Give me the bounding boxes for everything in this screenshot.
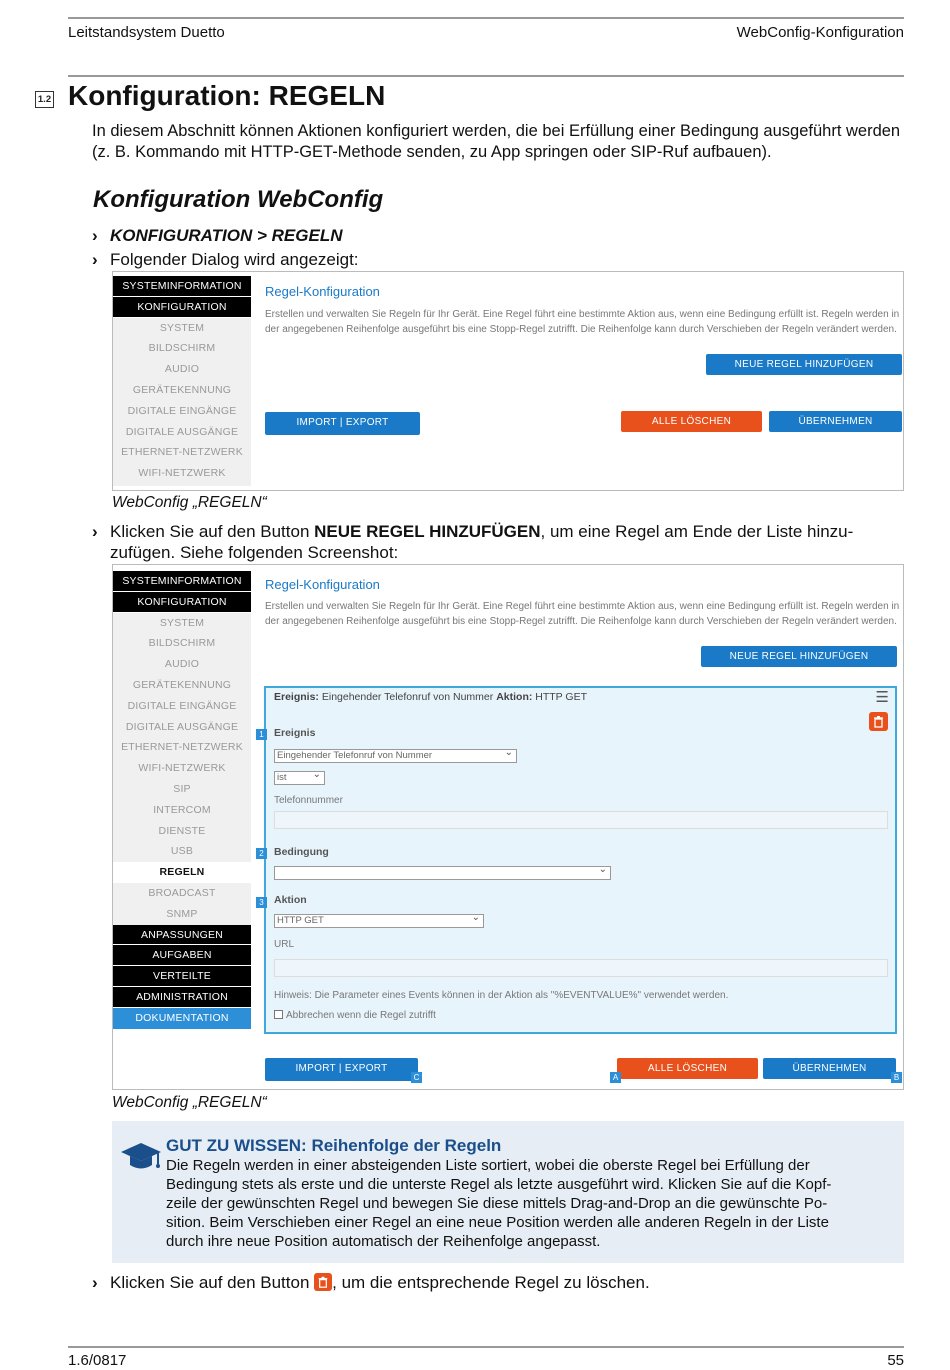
callout-3: 3 — [256, 897, 267, 908]
step-delete-suffix: , um die entsprechende Regel zu löschen. — [332, 1273, 650, 1292]
abort-checkbox[interactable] — [274, 1010, 283, 1019]
sidebar-item-system[interactable]: SYSTEM — [159, 616, 205, 629]
sidebar-nav — [113, 571, 251, 1029]
drag-handle-icon[interactable]: ☰ — [875, 689, 889, 706]
sidebar-item-system[interactable]: SYSTEM — [159, 321, 205, 334]
callout-c: C — [411, 1072, 422, 1083]
step-add-prefix: Klicken Sie auf den Button — [110, 522, 315, 541]
callout-a: A — [610, 1072, 621, 1083]
footer-left: 1.6/0817 — [68, 1352, 127, 1369]
step-add-button-name: NEUE REGEL HINZUFÜGEN — [314, 522, 541, 541]
sidebar-item-konfiguration[interactable]: KONFIGURATION — [113, 592, 251, 613]
import-export-button[interactable]: IMPORT | EXPORT — [265, 412, 420, 435]
info-line: Bedingung stets als erste und die unterste Regel als letzte ausgeführt wird. Klicken Sie auf die Kopf- — [166, 1176, 832, 1193]
sidebar-item-regeln[interactable]: REGELN — [113, 862, 251, 883]
sidebar-item-digitale-ausgänge[interactable]: DIGITALE AUSGÄNGE — [125, 720, 239, 733]
phone-number-label: Telefonnummer — [274, 795, 343, 806]
sidebar-item-aufgaben[interactable]: AUFGABEN — [113, 945, 251, 966]
rule-header-action-label: Aktion: — [496, 691, 533, 703]
sidebar-item-dokumentation[interactable]: DOKUMENTATION — [113, 1008, 251, 1029]
sidebar-item-broadcast[interactable]: BROADCAST — [148, 886, 216, 899]
sidebar-item-digitale-eingänge[interactable]: DIGITALE EINGÄNGE — [127, 404, 237, 417]
trash-icon[interactable] — [869, 712, 888, 731]
info-body — [166, 1156, 882, 1251]
sidebar-item-ethernet-netzwerk[interactable]: ETHERNET-NETZWERK — [121, 446, 243, 459]
caption-2: WebConfig „REGELN“ — [112, 1094, 267, 1111]
sidebar-item-wifi-netzwerk[interactable]: WIFI-NETZWERK — [138, 467, 226, 480]
rules-description: Erstellen und verwalten Sie Regeln für Ihr Gerät. Eine Regel führt eine bestimmte Aktion aus, wenn eine Bedingung erfüllt ist. Regeln werden in der angegebenen Reihenfolge ausgeführt bis eine Stopp-Regel zutrifft. Die Reihenfolge kann durch Verschieben der Regeln verändert werden. — [265, 309, 900, 335]
info-title: GUT ZU WISSEN: Reihenfolge der Regeln — [166, 1136, 502, 1155]
chevron-right-icon: › — [92, 226, 98, 245]
sidebar-item-gerätekennung[interactable]: GERÄTEKENNUNG — [132, 678, 232, 691]
chevron-right-icon: › — [92, 250, 98, 269]
rule-panel[interactable] — [264, 686, 897, 1034]
sidebar-item-administration[interactable]: ADMINISTRATION — [113, 987, 251, 1008]
sidebar-item-sip[interactable]: SIP — [173, 782, 191, 795]
info-box — [112, 1121, 904, 1263]
section-title: Konfiguration: REGELN — [68, 80, 386, 111]
step-add-rule — [92, 521, 907, 563]
sidebar-item-dienste[interactable]: DIENSTE — [158, 824, 206, 837]
subheading: Konfiguration WebConfig — [93, 186, 384, 213]
sidebar-item-digitale-ausgänge[interactable]: DIGITALE AUSGÄNGE — [125, 425, 239, 438]
callout-2: 2 — [256, 848, 267, 859]
sidebar-item-audio[interactable]: AUDIO — [164, 363, 200, 376]
sidebar-item-wifi-netzwerk[interactable]: WIFI-NETZWERK — [138, 762, 226, 775]
menu-path: KONFIGURATION > REGELN — [110, 226, 343, 245]
sidebar-item-konfiguration[interactable]: KONFIGURATION — [113, 297, 251, 318]
step-add-suffix: , um eine Regel am Ende der Liste hinzu- — [540, 522, 854, 541]
rules-title: Regel-Konfiguration — [265, 284, 380, 299]
section-rule — [68, 75, 904, 77]
condition-select[interactable] — [274, 866, 611, 880]
info-line: sition. Beim Verschieben einer Regel an eine neue Position werden alle anderen Regeln in der Liste — [166, 1214, 829, 1231]
abort-label: Abbrechen wenn die Regel zutrifft — [286, 1010, 436, 1021]
graduation-cap-icon — [120, 1139, 162, 1178]
step-delete-prefix: Klicken Sie auf den Button — [110, 1273, 315, 1292]
url-input[interactable] — [274, 959, 888, 977]
add-rule-button[interactable]: NEUE REGEL HINZUFÜGEN — [706, 354, 902, 375]
rule-header[interactable] — [274, 691, 587, 703]
info-line: durch ihre neue Position automatisch der Reihenfolge angepasst. — [166, 1233, 601, 1250]
sidebar-item-verteilte[interactable]: VERTEILTE — [113, 966, 251, 987]
header-left: Leitstandsystem Duetto — [68, 24, 225, 41]
rules-title: Regel-Konfiguration — [265, 577, 380, 592]
delete-all-button[interactable]: ALLE LÖSCHEN — [621, 411, 762, 432]
sidebar-item-snmp[interactable]: SNMP — [166, 907, 198, 920]
url-label: URL — [274, 939, 295, 950]
step-add-line2: zufügen. Siehe folgenden Screenshot: — [110, 543, 399, 562]
caption-1: WebConfig „REGELN“ — [112, 494, 267, 511]
chevron-right-icon: › — [92, 522, 98, 541]
header-right: WebConfig-Konfiguration — [736, 24, 904, 41]
intro-paragraph: In diesem Abschnitt können Aktionen konfiguriert werden, die bei Erfüllung einer Bedingung ausgeführt werden (z. B. Kommando mit HTTP-GET-Methode senden, zu App springen oder SIP-Ruf aufbauen). — [92, 122, 901, 161]
sidebar-item-anpassungen[interactable]: ANPASSUNGEN — [113, 925, 251, 946]
apply-button[interactable]: ÜBERNEHMEN — [763, 1058, 896, 1079]
sidebar-item-intercom[interactable]: INTERCOM — [153, 803, 211, 816]
sidebar-item-bildschirm[interactable]: BILDSCHIRM — [148, 637, 216, 650]
bottom-rule — [68, 1346, 904, 1348]
sidebar-item-digitale-eingänge[interactable]: DIGITALE EINGÄNGE — [127, 699, 237, 712]
event-label: Ereignis — [274, 727, 316, 739]
sidebar-item-systeminformation[interactable]: SYSTEMINFORMATION — [113, 571, 251, 592]
abort-option[interactable] — [274, 1010, 436, 1021]
step-dialog-text: Folgender Dialog wird angezeigt: — [110, 250, 359, 269]
sidebar-item-usb[interactable]: USB — [170, 845, 194, 858]
section-number: 1.2 — [35, 91, 54, 108]
condition-label: Bedingung — [274, 846, 329, 858]
rule-header-event-value: Eingehender Telefonruf von Nummer — [318, 691, 497, 703]
step-dialog — [92, 250, 359, 270]
sidebar-item-ethernet-netzwerk[interactable]: ETHERNET-NETZWERK — [121, 741, 243, 754]
hint-text: Hinweis: Die Parameter eines Events können in der Aktion als "%EVENTVALUE%" verwendet werden. — [274, 990, 729, 1001]
delete-all-button[interactable]: ALLE LÖSCHEN — [617, 1058, 758, 1079]
sidebar-item-gerätekennung[interactable]: GERÄTEKENNUNG — [132, 383, 232, 396]
sidebar-item-systeminformation[interactable]: SYSTEMINFORMATION — [113, 276, 251, 297]
import-export-button[interactable]: IMPORT | EXPORT — [265, 1058, 418, 1081]
screenshot-rules-new — [112, 564, 904, 1090]
action-select[interactable]: HTTP GET ⌄ — [274, 914, 484, 928]
sidebar-item-audio[interactable]: AUDIO — [164, 658, 200, 671]
rule-header-action-value: HTTP GET — [532, 691, 588, 703]
phone-number-input[interactable] — [274, 811, 888, 829]
callout-b: B — [891, 1072, 902, 1083]
step-delete — [92, 1273, 650, 1293]
sidebar-item-bildschirm[interactable]: BILDSCHIRM — [148, 342, 216, 355]
rule-header-event-label: Ereignis: — [274, 691, 319, 703]
info-line: Die Regeln werden in einer absteigenden Liste sortiert, wobei die oberste Regel bei Erfüllung der — [166, 1157, 810, 1174]
top-rule — [68, 17, 904, 19]
footer-right: 55 — [887, 1352, 904, 1369]
callout-1: 1 — [256, 729, 267, 740]
info-line: zeile der gewünschten Regel und bewegen Sie diese mittels Drag-and-Drop an die gewünschte Po- — [166, 1195, 828, 1212]
trash-icon — [314, 1273, 332, 1291]
rules-description: Erstellen und verwalten Sie Regeln für Ihr Gerät. Eine Regel führt eine bestimmte Aktion aus, wenn eine Bedingung erfüllt ist. Regeln werden in der angegebenen Reihenfolge ausgeführt bis eine Stopp-Regel zutrifft. Die Reihenfolge kann durch Verschieben der Regeln verändert werden. — [265, 601, 900, 627]
apply-button[interactable]: ÜBERNEHMEN — [769, 411, 902, 432]
chevron-right-icon: › — [92, 1273, 98, 1292]
step-path — [92, 226, 343, 246]
add-rule-button[interactable]: NEUE REGEL HINZUFÜGEN — [701, 646, 897, 667]
event-select[interactable]: Eingehender Telefonruf von Nummer ⌄ — [274, 749, 517, 763]
sidebar-nav — [113, 276, 251, 486]
action-label: Aktion — [274, 894, 307, 906]
operator-select[interactable]: ist ⌄ — [274, 771, 325, 785]
screenshot-rules-empty — [112, 271, 904, 491]
